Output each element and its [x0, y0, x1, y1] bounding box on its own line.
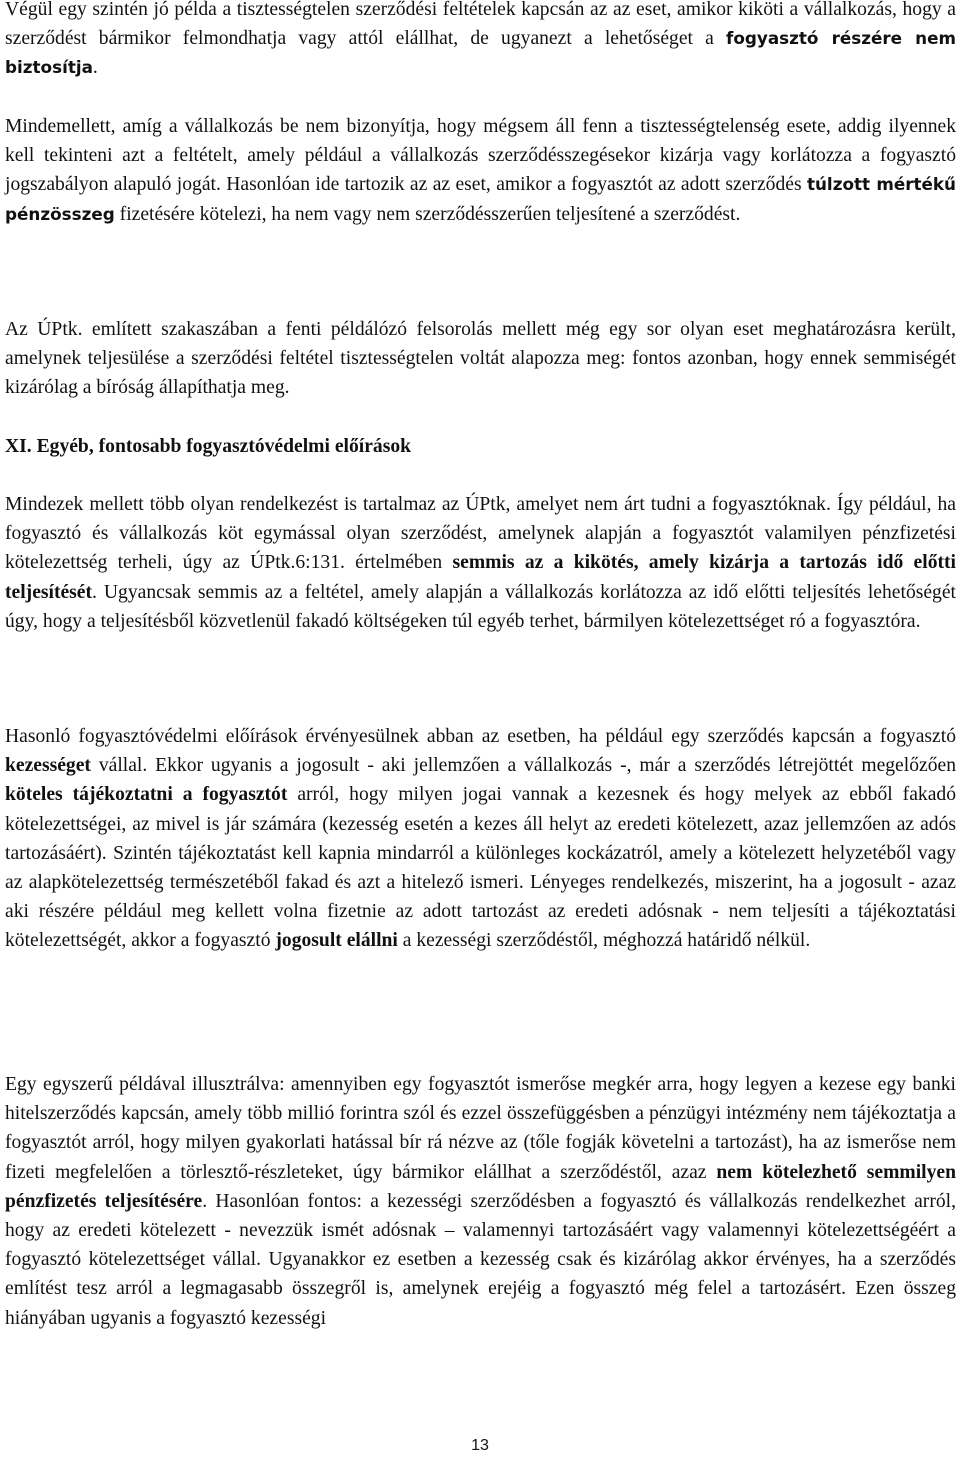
bold-phrase: túlzott mértékű pénzösszeg	[5, 174, 956, 224]
page-number: 13	[471, 1437, 489, 1454]
paragraph-early-repayment: Mindezek mellett több olyan rendelkezést is tartalmaz az ÚPtk, amelyet nem árt tudni a fogyasztóknak. Így például, ha fogyasztó és vállalkozás köt egymással olyan szerződést, amelynek alapján a fogyasztót valamilyen pénzfizetési kötelezettség terheli, úgy az ÚPtk.6:131. értelmében semmis az a kikötés, amely kizárja a tartozás idő előtti teljesítését. Ugyancsak semmis az a feltétel, amely alapján a vállalkozás korlátozza az idő előtti teljesítés lehetőségét úgy, hogy a teljesítésből közvetlenül fakadó költségeken túl egyéb terhet, bármilyen kötelezettséget ró a fogyasztóra.	[5, 494, 956, 632]
paragraph-suretyship: Hasonló fogyasztóvédelmi előírások érvényesülnek abban az esetben, ha például egy szerződés kapcsán a fogyasztó kezességet vállal. Ekkor ugyanis a jogosult - aki jellemzően a vállalkozás -, már a szerződés létrejöttét megelőzően köteles tájékoztatni a fogyasztót arról, hogy milyen jogai vannak a kezesnek és hogy melyek az ebből fakadó kötelezettségei, az mivel is jár számára (kezesség esetén a kezes áll helyt az eredeti kötelezett, azaz jellemzően az adós tartozásáért). Szintén tájékoztatást kell kapnia mindarról a különleges kockázatról, amely a kötelezett helyzetéből vagy az alapkötelezettség természetéből fakad és azt a hitelező ismeri. Lényeges rendelkezés, miszerint, ha a jogosult - azaz aki részére például meg kellett volna fizetnie az adott tartozást az eredeti adósnak - nem teljesíti a tájékoztatási kötelezettségét, akkor a fogyasztó jogosult elállni a kezességi szerződéstől, méghozzá határidő nélkül.	[5, 726, 956, 952]
bold-phrase: kezességet	[5, 755, 91, 777]
paragraph-unfair-termination: Végül egy szintén jó példa a tisztességtelen szerződési feltételek kapcsán az az eset, amikor kiköti a vállalkozás, hogy a szerződést bármikor felmondhatja vagy attól elállhat, de ugyanezt a lehetőséget a fogyasztó részére nem biztosítja.	[5, 0, 956, 79]
paragraph-example: Egy egyszerű példával illusztrálva: amennyiben egy fogyasztót ismerőse megkér arra, hogy legyen a kezese egy banki hitelszerződés kapcsán, amely több millió forintra szól és ezzel összefüggésben a pénzügyi intézmény nem tájékoztatja a fogyasztót arról, hogy milyen gyakorlati hatással bír rá nézve az (tőle fogják követelni a tartozást), ha az ismerőse nem fizeti megfelelően a törlesztő-részleteket, úgy bármikor elállhat a szerződéstől, azaz nem kötelezhető semmilyen pénzfizetés teljesítésére. Hasonlóan fontos: a kezességi szerződésben a fogyasztó és vállalkozás rendelkezhet arról, hogy az eredeti kötelezett - nevezzük ismét adósnak – valamennyi tartozásáért vagy valamennyi kötelezettségéért a fogyasztó kötelezettséget vállal. Ugyanakkor ez esetben a kezesség csak és kizárólag akkor érvényes, ha a szerződés említést tesz arról a legmagasabb összegről is, amelynek erejéig a fogyasztó még felel a tartozásért. Ezen összeg hiányában ugyanis a fogyasztó kezességi	[5, 1074, 957, 1329]
paragraph-burden-of-proof: Mindemellett, amíg a vállalkozás be nem bizonyítja, hogy mégsem áll fenn a tisztességtelenség esete, addig ilyennek kell tekinteni azt a feltételt, amely például a vállalkozás szerződésszegésekor kizárja vagy korlátozza a fogyasztó jogszabályon alapuló jogát. Hasonlóan ide tartozik az az eset, amikor a fogyasztót az adott szerződés túlzott mértékű pénzösszeg fizetésére kötelezi, ha nem vagy nem szerződésszerűen teljesítené a szerződést.	[5, 116, 956, 225]
bold-phrase: semmis az a kikötés, amely kizárja a tartozás idő előtti teljesítését	[5, 552, 956, 603]
bold-phrase: fogyasztó részére nem biztosítja	[5, 28, 956, 78]
bold-phrase: nem kötelezhető semmilyen pénzfizetés teljesítésére	[5, 1161, 957, 1212]
bold-phrase: köteles tájékoztatni a fogyasztót	[5, 784, 288, 806]
paragraph-uptk-section: Az ÚPtk. említett szakaszában a fenti példálózó felsorolás mellett még egy sor olyan eset meghatározásra került, amelynek teljesülése a szerződési feltétel tisztességtelen voltát alapozza meg: fontos azonban, hogy ennek semmiségét kizárólag a bíróság állapíthatja meg.	[5, 319, 956, 399]
bold-phrase: jogosult elállni	[275, 930, 398, 952]
section-heading: XI. Egyéb, fontosabb fogyasztóvédelmi előírások	[5, 436, 412, 457]
